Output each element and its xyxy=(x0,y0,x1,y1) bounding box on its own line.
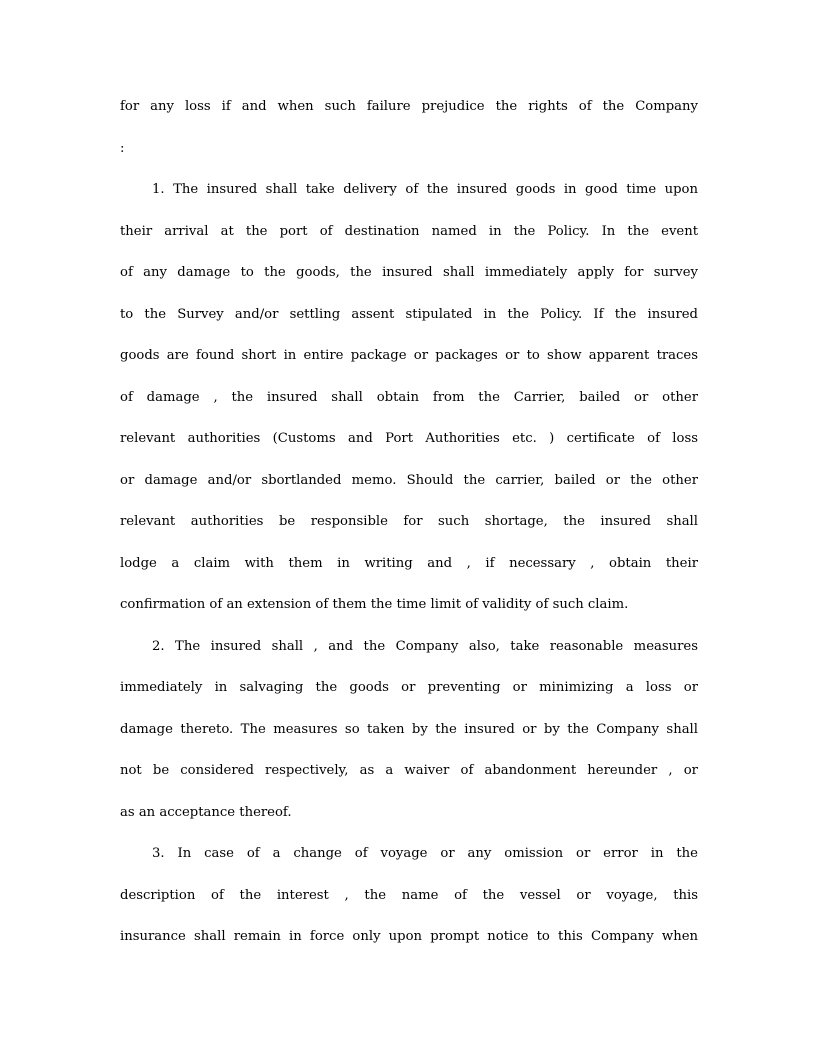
text-line: goods are found short in entire package or packages or to show apparent traces xyxy=(120,348,698,363)
text-line: as an acceptance thereof. xyxy=(120,804,292,820)
text-line: 2. The insured shall , and the Company also, take reasonable measures xyxy=(152,638,698,654)
text-line: confirmation of an extension of them the time limit of validity of such claim. xyxy=(120,597,629,612)
text-line: 3. In case of a change of voyage or any omission or error in the xyxy=(152,846,698,861)
text-line: of any damage to the goods, the insured shall immediately apply for survey xyxy=(120,265,698,280)
text-line: or damage and/or sbortlanded memo. Should the carrier, bailed or the other xyxy=(120,472,698,488)
text-line: of damage , the insured shall obtain from the Carrier, bailed or other xyxy=(120,389,698,405)
text-line: their arrival at the port of destination named in the Policy. In the event xyxy=(120,223,698,239)
text-line: damage thereto. The measures so taken by the insured or by the Company shall xyxy=(120,721,698,737)
text-line: for any loss if and when such failure prejudice the rights of the Company xyxy=(120,99,698,114)
text-line: not be considered respectively, as a waiver of abandonment hereunder , or xyxy=(120,763,698,778)
text-line: description of the interest , the name of the vessel or voyage, this xyxy=(120,887,698,903)
text-line: to the Survey and/or settling assent stipulated in the Policy. If the insured xyxy=(120,306,698,322)
text-line: relevant authorities (Customs and Port Authorities etc. ) certificate of loss xyxy=(120,431,698,446)
document-body xyxy=(120,86,698,958)
text-line: immediately in salvaging the goods or preventing or minimizing a loss or xyxy=(120,680,698,695)
text-line: : xyxy=(120,140,125,156)
text-line: 1. The insured shall take delivery of the insured goods in good time upon xyxy=(152,182,698,197)
text-line: relevant authorities be responsible for such shortage, the insured shall xyxy=(120,514,698,529)
text-line: insurance shall remain in force only upon prompt notice to this Company when xyxy=(120,929,698,944)
text-line: lodge a claim with them in writing and , if necessary , obtain their xyxy=(120,555,698,571)
